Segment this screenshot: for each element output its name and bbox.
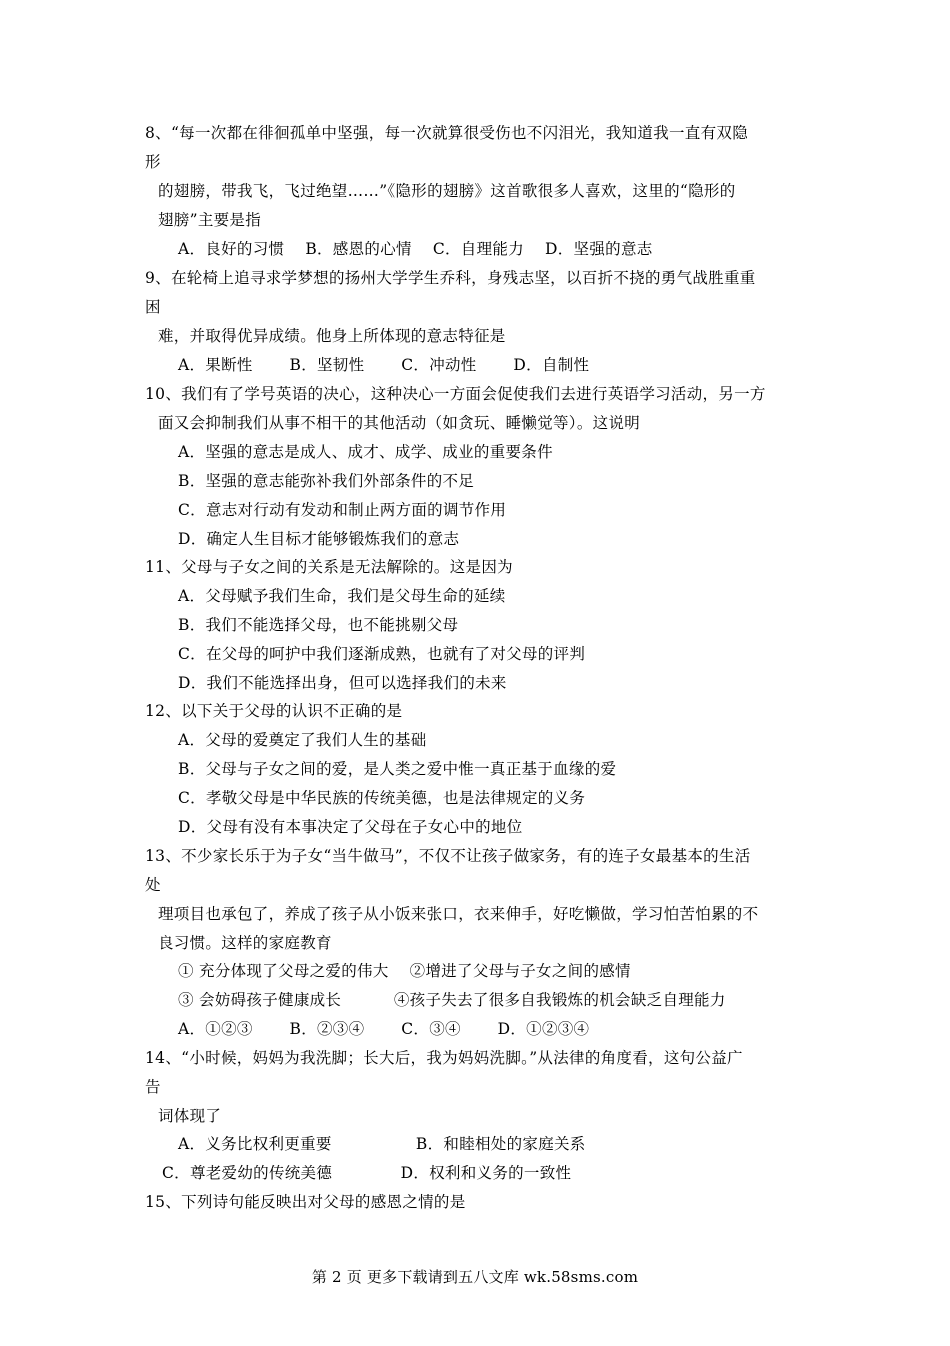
answer-options-row-2: C．尊老爱幼的传统美德 D．权利和义务的一致性 xyxy=(162,1164,572,1182)
answer-option-b: B．父母与子女之间的爱，是人类之爱中惟一真正基于血缘的爱 xyxy=(178,760,617,778)
question-stem-line: 翅膀”主要是指 xyxy=(158,211,262,229)
answer-option-c: C．孝敬父母是中华民族的传统美德，也是法律规定的义务 xyxy=(178,789,586,807)
answer-options-row-1: A．义务比权利更重要 B．和睦相处的家庭关系 xyxy=(178,1135,586,1153)
statement-line: ③ 会妨碍孩子健康成长 ④孩子失去了很多自我锻炼的机会缺乏自理能力 xyxy=(178,991,726,1009)
answer-options: A．果断性 B．坚韧性 C．冲动性 D．自制性 xyxy=(178,356,590,374)
question-stem-line: 12、以下关于父母的认识不正确的是 xyxy=(145,702,403,720)
question-stem-line: 14、“小时候，妈妈为我洗脚；长大后，我为妈妈洗脚。”从法律的角度看，这句公益广 xyxy=(145,1049,743,1067)
answer-options: A．①②③ B．②③④ C．③④ D．①②③④ xyxy=(178,1020,590,1038)
question-stem-line: 的翅膀，带我飞，飞过绝望……”《隐形的翅膀》这首歌很多人喜欢，这里的“隐形的 xyxy=(158,182,736,200)
question-stem-line: 处 xyxy=(145,876,161,894)
answer-option-a: A．父母赋予我们生命，我们是父母生命的延续 xyxy=(178,587,506,605)
question-stem-line: 词体现了 xyxy=(158,1107,222,1125)
statement-line: ① 充分体现了父母之爱的伟大 ②增进了父母与子女之间的感情 xyxy=(178,962,631,980)
page-footer: 第 2 页 更多下载请到五八文库 wk.58sms.com xyxy=(311,1268,639,1286)
answer-option-c: C．意志对行动有发动和制止两方面的调节作用 xyxy=(178,501,507,519)
answer-option-a: A．父母的爱奠定了我们人生的基础 xyxy=(178,731,427,749)
question-stem-line: 困 xyxy=(145,298,161,316)
answer-option-d: D．确定人生目标才能够锻炼我们的意志 xyxy=(178,530,460,548)
answer-option-c: C．在父母的呵护中我们逐渐成熟，也就有了对父母的评判 xyxy=(178,645,586,663)
question-stem-line: 难，并取得优异成绩。他身上所体现的意志特征是 xyxy=(158,327,506,345)
answer-options: A．良好的习惯 B．感恩的心情 C．自理能力 D．坚强的意志 xyxy=(178,240,653,258)
answer-option-d: D．父母有没有本事决定了父母在子女心中的地位 xyxy=(178,818,523,836)
answer-option-b: B．我们不能选择父母，也不能挑剔父母 xyxy=(178,616,459,634)
question-stem-line: 11、父母与子女之间的关系是无法解除的。这是因为 xyxy=(145,558,513,576)
question-stem-line: 9、在轮椅上追寻求学梦想的扬州大学学生乔科，身残志坚，以百折不挠的勇气战胜重重 xyxy=(145,269,756,287)
question-stem-line: 形 xyxy=(145,153,161,171)
question-stem-line: 面又会抑制我们从事不相干的其他活动（如贪玩、睡懒觉等）。这说明 xyxy=(158,414,641,432)
question-stem-line: 8、“每一次都在徘徊孤单中坚强，每一次就算很受伤也不闪泪光，我知道我一直有双隐 xyxy=(145,124,748,142)
question-stem-line: 良习惯。这样的家庭教育 xyxy=(158,934,332,952)
question-stem-line: 13、不少家长乐于为子女“当牛做马”，不仅不让孩子做家务，有的连子女最基本的生活 xyxy=(145,847,751,865)
answer-option-b: B．坚强的意志能弥补我们外部条件的不足 xyxy=(178,472,475,490)
question-stem-line: 理项目也承包了，养成了孩子从小饭来张口，衣来伸手，好吃懒做，学习怕苦怕累的不 xyxy=(158,905,759,923)
question-stem-line: 告 xyxy=(145,1078,161,1096)
answer-option-a: A．坚强的意志是成人、成才、成学、成业的重要条件 xyxy=(178,443,553,461)
question-stem-line: 10、我们有了学号英语的决心，这种决心一方面会促使我们去进行英语学习活动，另一方 xyxy=(145,385,766,403)
answer-option-d: D．我们不能选择出身，但可以选择我们的未来 xyxy=(178,674,507,692)
question-stem-line: 15、下列诗句能反映出对父母的感恩之情的是 xyxy=(145,1193,466,1211)
